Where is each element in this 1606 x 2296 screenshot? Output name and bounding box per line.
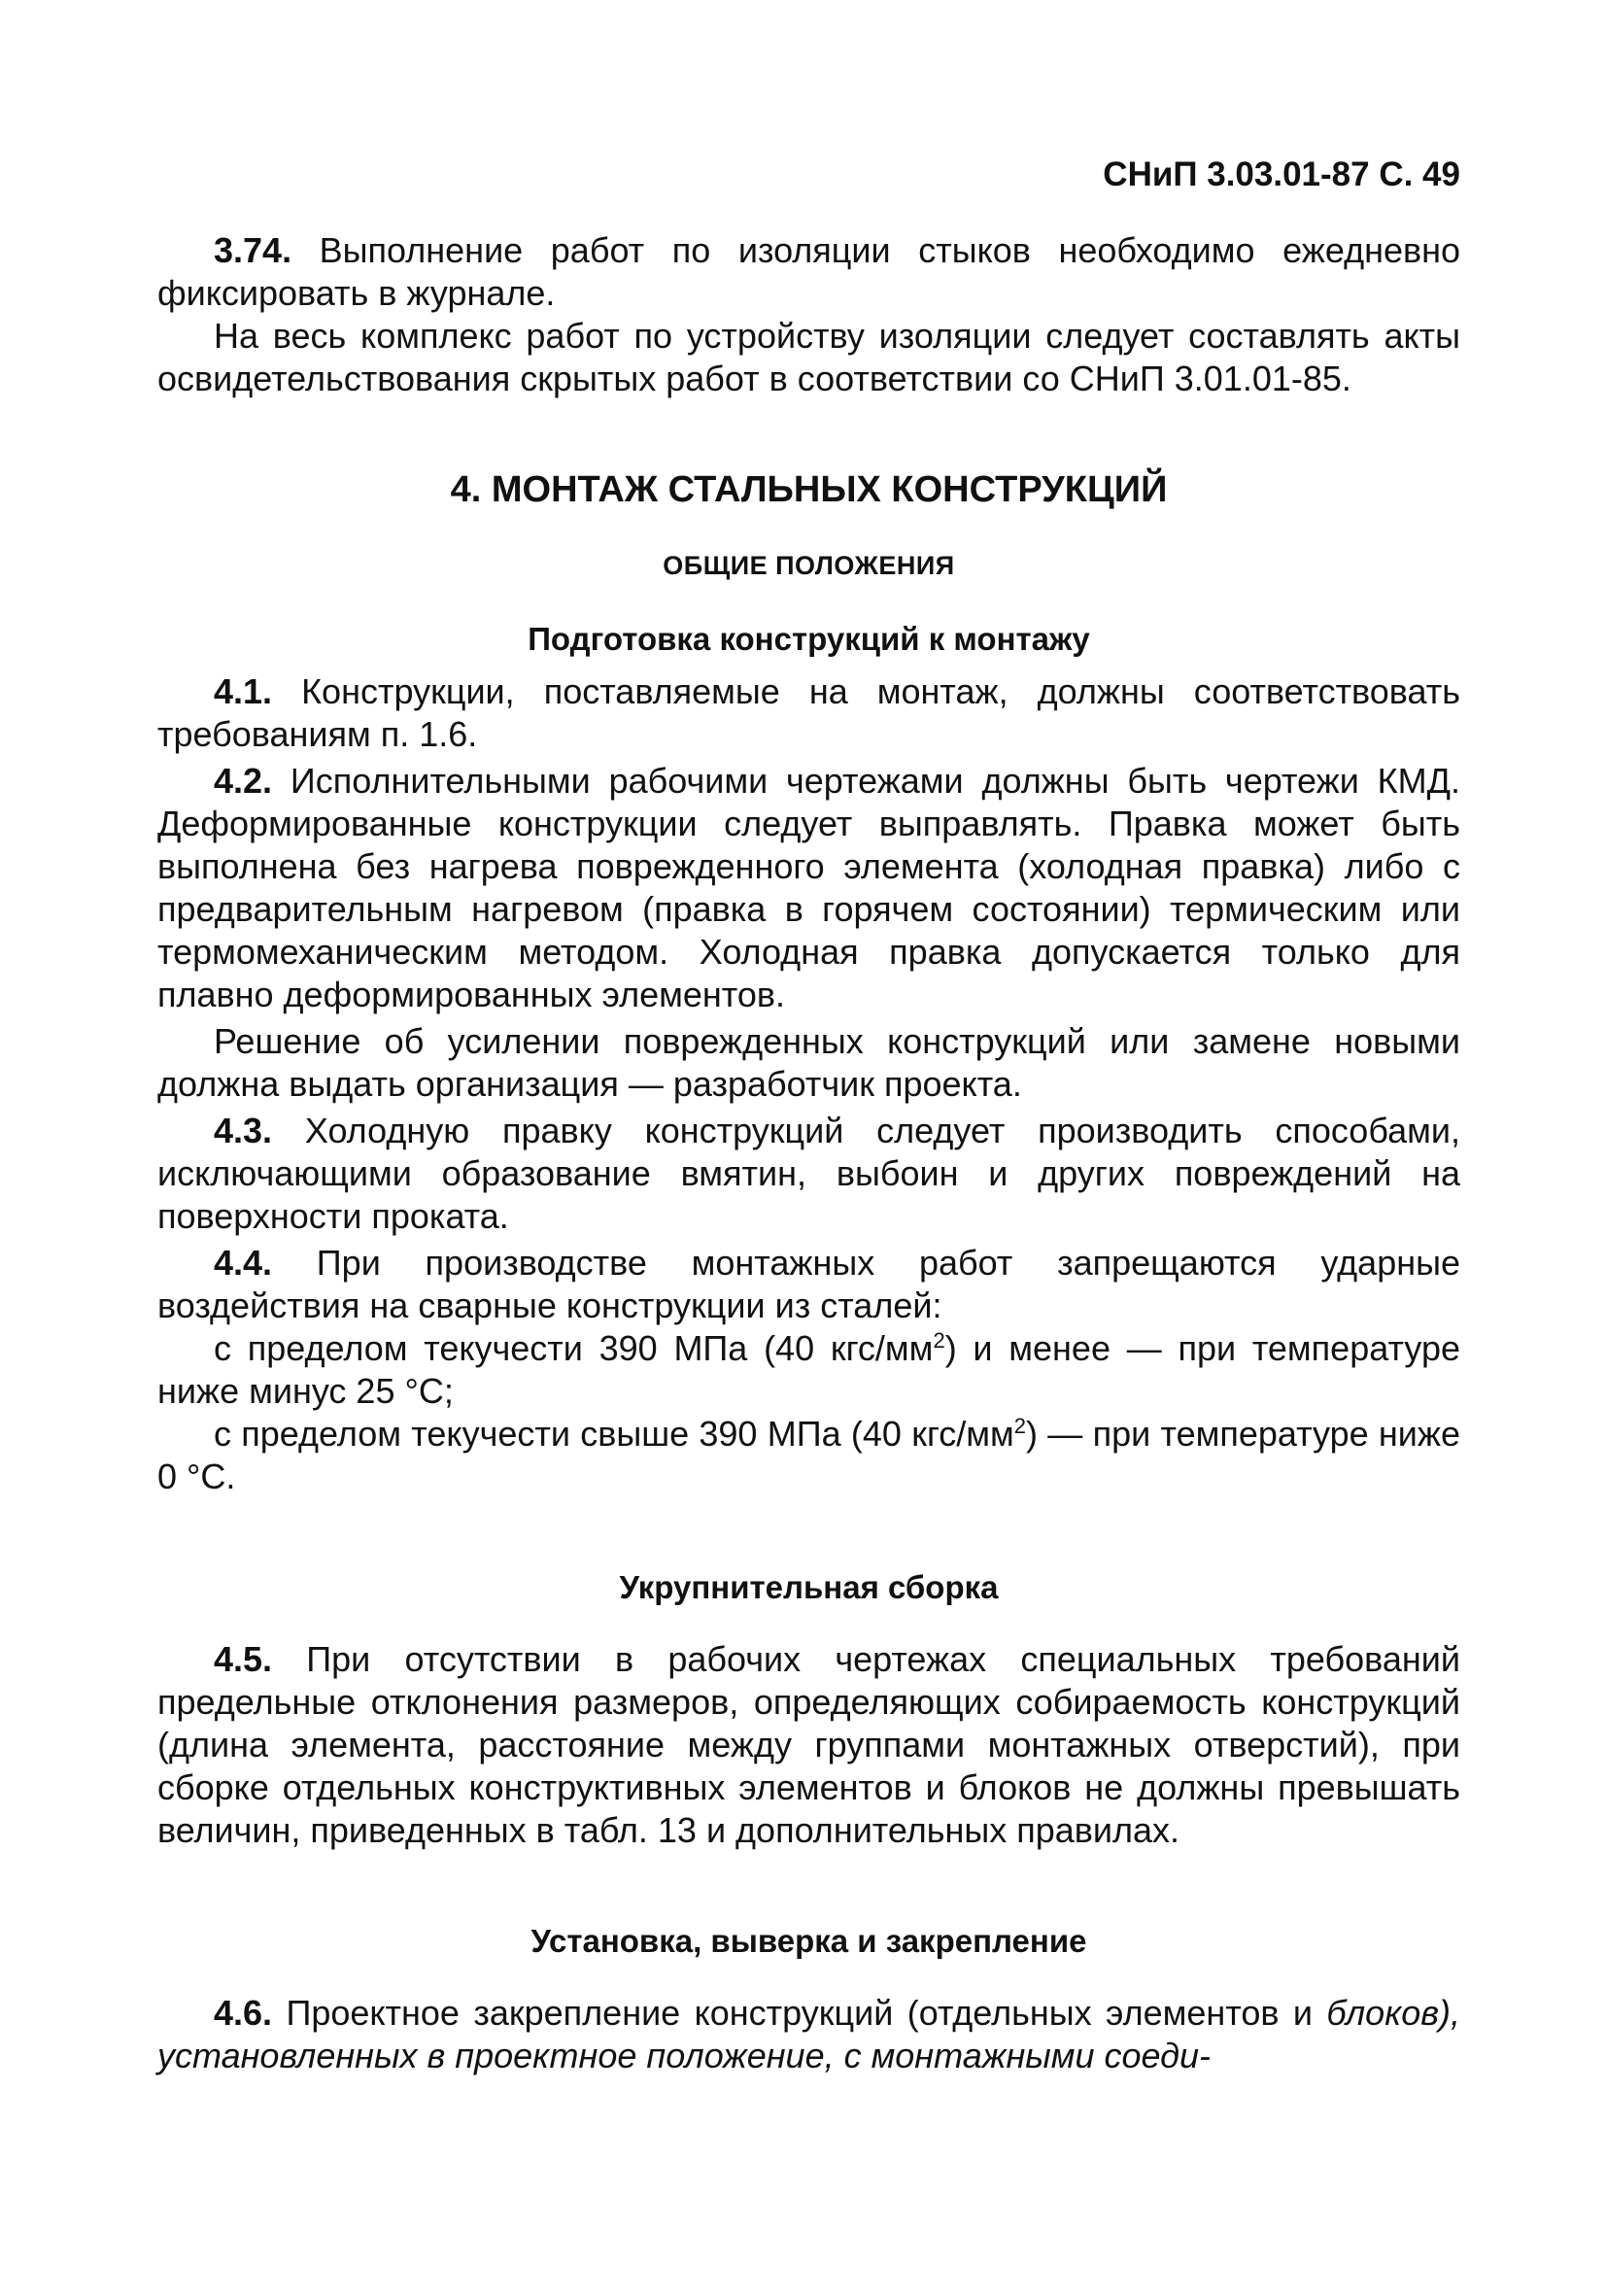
clause-number: 4.4. xyxy=(214,1243,273,1283)
clause-number: 3.74. xyxy=(214,230,292,270)
paragraph-3-74-continuation: На весь комплекс работ по устройству изоляции следует составлять акты освидетельствования скрытых работ в соответствии со СНиП 3.01.01-85. xyxy=(157,316,1460,398)
clause-text: Холодную правку конструкций следует производить способами, исключающими образование вмятин, выбоин и других повреждений на поверхности проката. xyxy=(157,1111,1460,1236)
superscript: 2 xyxy=(933,1328,945,1353)
subsection-title-preparation: Подготовка конструкций к монтажу xyxy=(528,621,1090,657)
subsection-title-assembly: Укрупнительная сборка xyxy=(619,1569,999,1605)
paragraph-4-5 xyxy=(157,1638,1460,1852)
clause-number: 4.6. xyxy=(214,1993,273,2033)
paragraph-4-3 xyxy=(157,1110,1460,1238)
clause-number: 4.2. xyxy=(214,761,273,801)
paragraph-4-6 xyxy=(157,1992,1460,2077)
running-head: СНиП 3.03.01-87 С. 49 xyxy=(1103,155,1460,193)
paragraph-4-4-item-1: с пределом текучести 390 МПа (40 кгс/$мм^2$) и менее — при температуре ниже минус 25 °С; xyxy=(157,1328,1460,1411)
paragraph-4-4 xyxy=(157,1242,1460,1327)
paragraph-4-4-item-2: с пределом текучести свыше 390 МПа (40 кгс/$мм^2$) — при температуре ниже 0 °С. xyxy=(157,1414,1461,1496)
clause-text: Выполнение работ по изоляции стыков необходимо ежедневно фиксировать в журнале. xyxy=(157,230,1460,313)
paragraph-4-2-continuation: Решение об усилении поврежденных конструкций или замене новыми должна выдать организация — разработчик проекта. xyxy=(157,1021,1460,1104)
clause-text-italic: блоков), установленных в проектное положение, с монтажными соеди- xyxy=(157,1993,1460,2075)
superscript: 2 xyxy=(1013,1414,1027,1438)
clause-number: 4.5. xyxy=(214,1639,273,1679)
clause-text: Исполнительными рабочими чертежами должны быть чертежи КМД. Деформированные конструкции следует выправлять. Правка может быть выполнена без нагрева поврежденного элемента (холодная правка) либо с предварительным нагревом (правка в горячем состоянии) термическим или термомеханическим методом. Холодная правка допускается только для плавно деформированных элементов. xyxy=(157,761,1460,1014)
clause-number: 4.3. xyxy=(214,1111,273,1150)
clause-text: При отсутствии в рабочих чертежах специальных требований предельные отклонения размеров, определяющих собираемость конструкций (длина элемента, расстояние между группами монтажных отверстий), при сборке отдельных конструктивных элементов и блоков не должны превышать величин, приведенных в табл. 13 и дополнительных правилах. xyxy=(157,1639,1460,1850)
clause-text: Проектное закрепление конструкций (отдельных элементов и xyxy=(272,1993,1327,2033)
section-title: ОБЩИЕ ПОЛОЖЕНИЯ xyxy=(663,551,955,580)
clause-text: Конструкции, поставляемые на монтаж, должны соответствовать требованиям п. 1.6. xyxy=(157,671,1460,754)
clause-number: 4.1. xyxy=(214,671,273,711)
paragraph-4-2 xyxy=(157,760,1460,1016)
chapter-title: 4. МОНТАЖ СТАЛЬНЫХ КОНСТРУКЦИЙ xyxy=(450,469,1168,510)
clause-text: При производстве монтажных работ запрещаются ударные воздействия на сварные конструкции из сталей: xyxy=(157,1243,1460,1325)
subsection-title-installation: Установка, выверка и закрепление xyxy=(530,1923,1087,1959)
paragraph-3-74 xyxy=(157,229,1460,315)
paragraph-4-1 xyxy=(157,670,1460,756)
